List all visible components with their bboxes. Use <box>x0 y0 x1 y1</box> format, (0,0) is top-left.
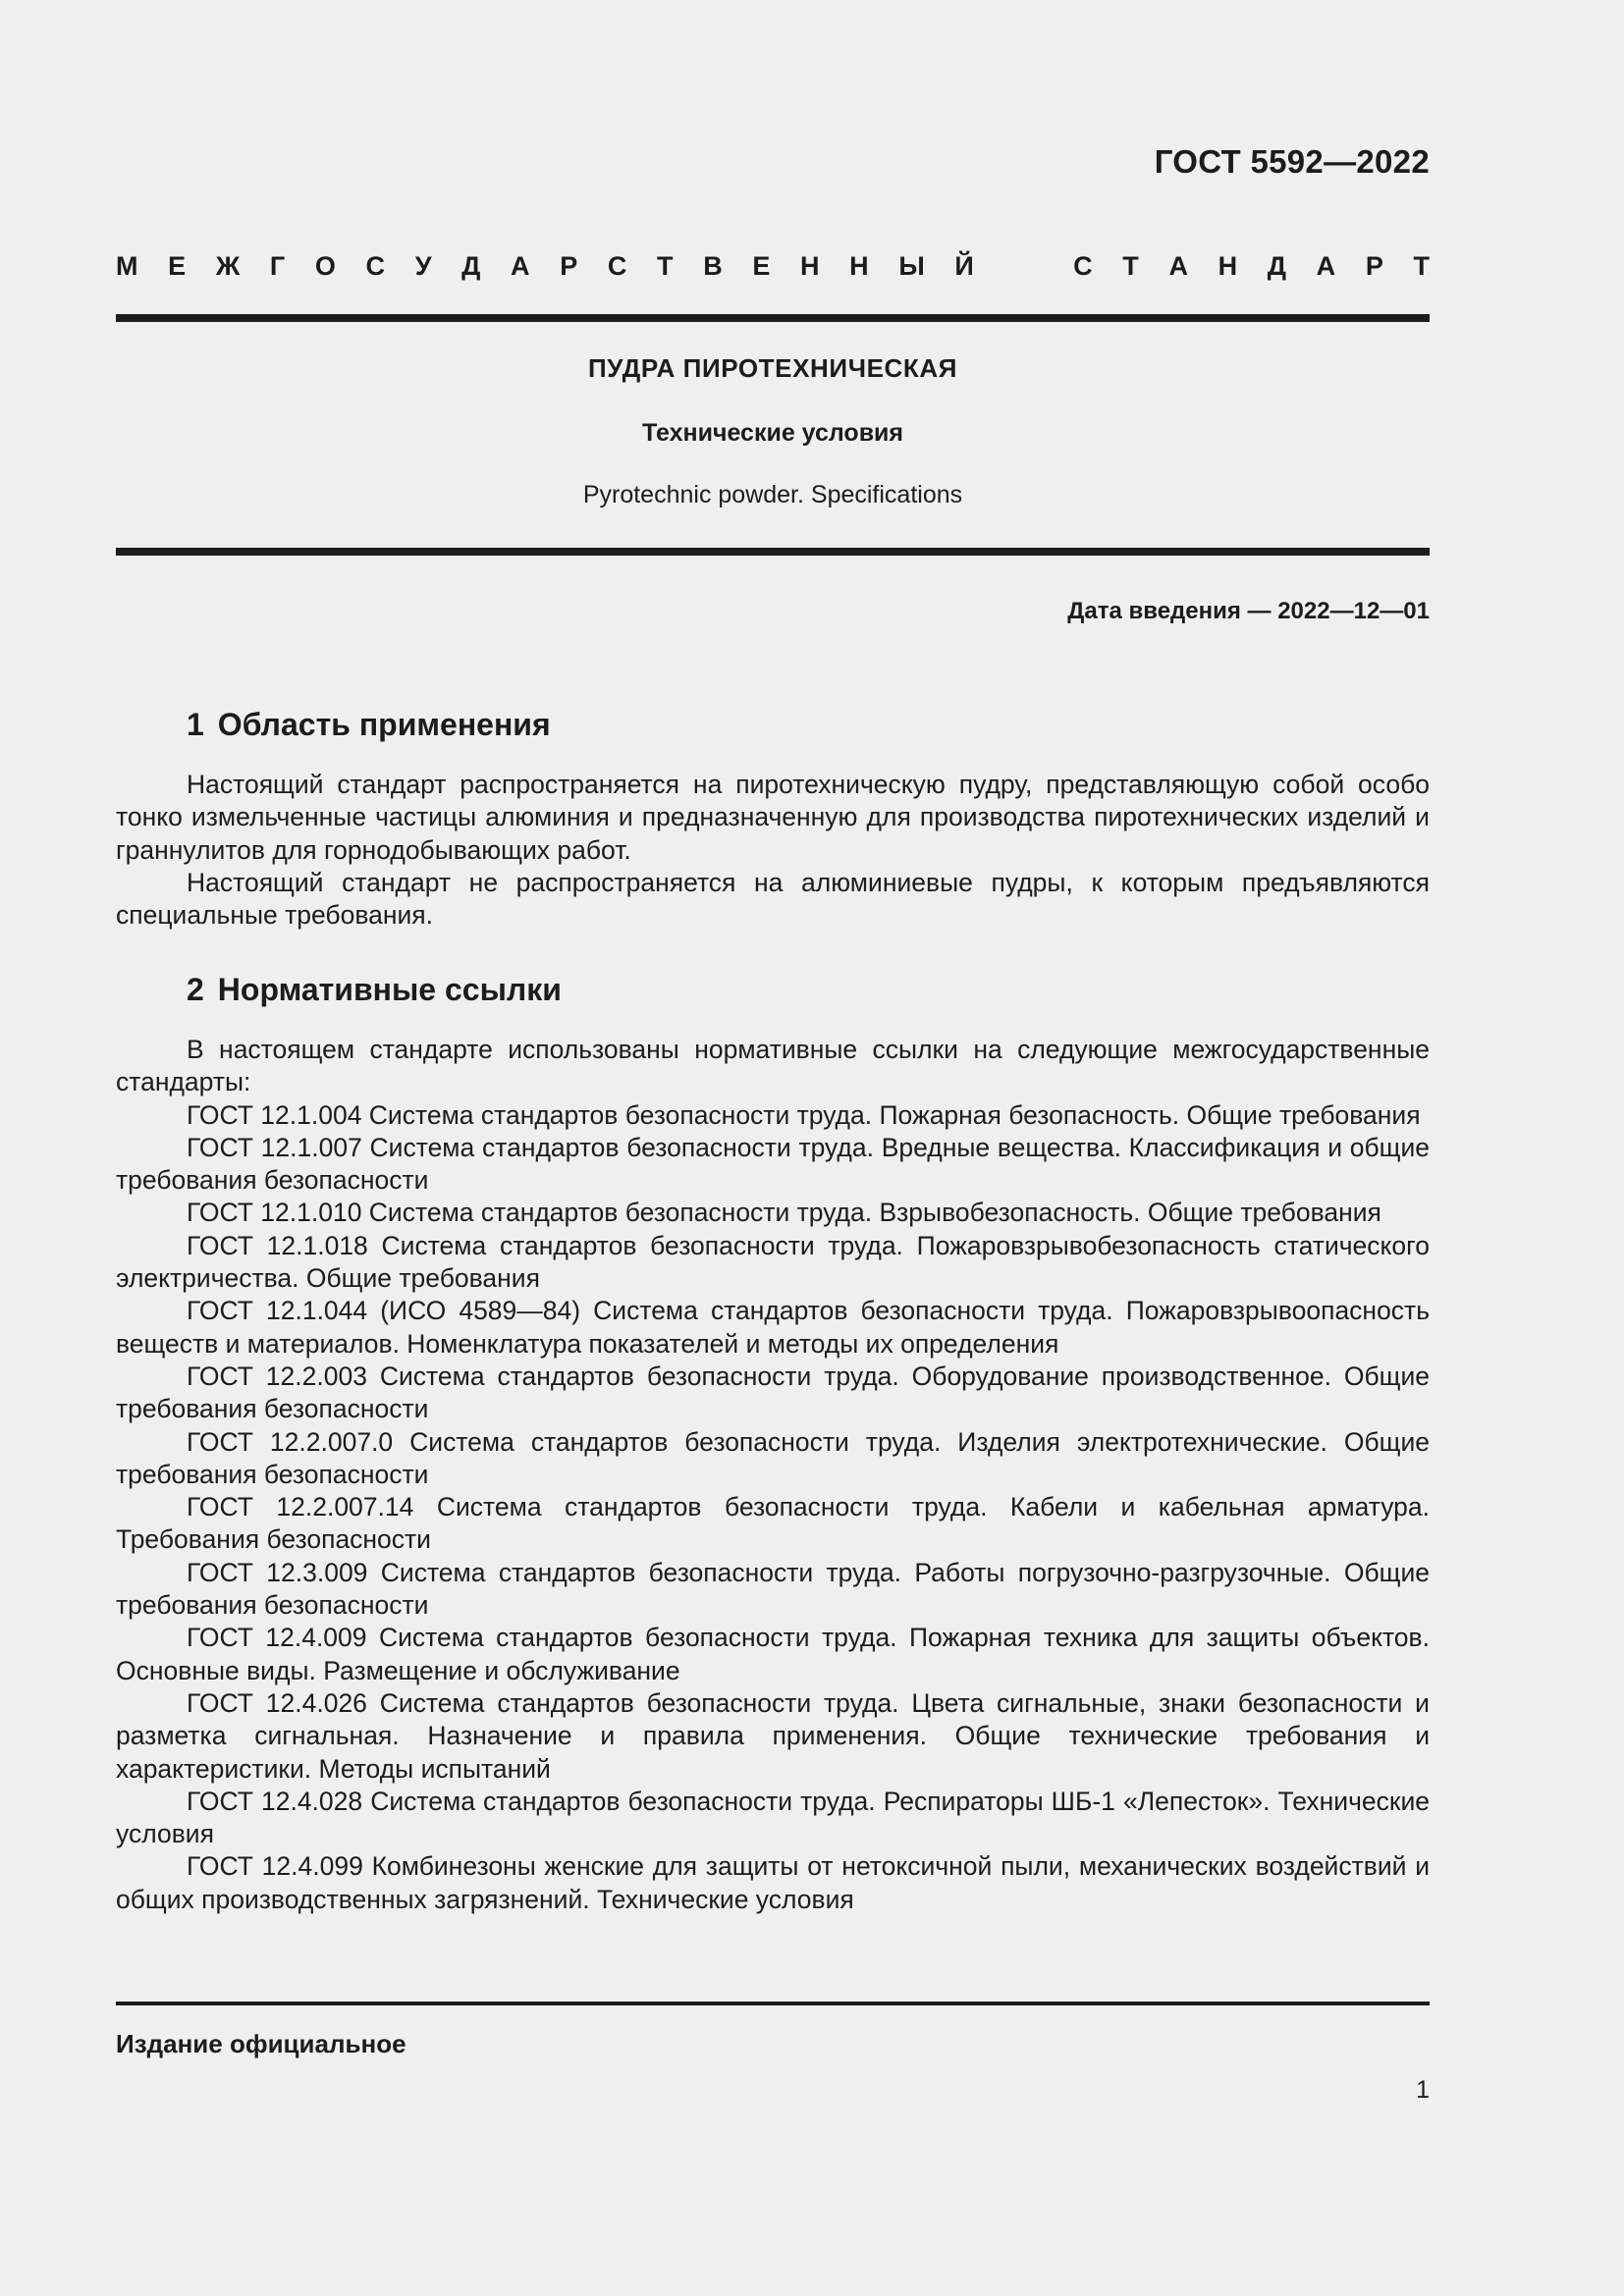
section-number: 1 <box>187 707 204 742</box>
banner-letter: М <box>116 251 138 281</box>
reference-item: ГОСТ 12.1.018 Система стандартов безопасности труда. Пожаровзрывобезопасность статического электричества. Общие требования <box>116 1230 1430 1294</box>
banner-letter: Ж <box>215 251 241 281</box>
banner-letter: С <box>607 251 627 281</box>
banner-letter: А <box>511 251 530 281</box>
reference-item: ГОСТ 12.4.026 Система стандартов безопасности труда. Цвета сигнальные, знаки безопасности и разметка сигнальная. Назначение и правила применения. Общие технические требования и характеристики. Методы испытаний <box>116 1687 1430 1784</box>
document-subtitle: Технические условия <box>641 419 904 447</box>
document-page <box>116 0 1430 2296</box>
official-edition-label: Издание официальное <box>116 2029 406 2058</box>
reference-item: ГОСТ 12.2.007.14 Система стандартов безопасности труда. Кабели и кабельная арматура. Требования безопасности <box>116 1492 1430 1555</box>
banner-letter: Д <box>461 251 481 281</box>
paragraph: В настоящем стандарте использованы нормативные ссылки на следующие межгосударственные стандарты: <box>116 1035 1430 1097</box>
section-title: Нормативные ссылки <box>217 972 562 1007</box>
footer-divider <box>116 2002 1430 2005</box>
page-number: 1 <box>1416 2076 1430 2104</box>
section-body <box>116 769 1430 932</box>
standard-banner <box>116 249 1430 283</box>
reference-item: ГОСТ 12.2.007.0 Система стандартов безопасности труда. Изделия электротехнические. Общие требования безопасности <box>116 1426 1430 1489</box>
banner-letter: Н <box>849 251 869 281</box>
reference-item: ГОСТ 12.4.009 Система стандартов безопасности труда. Пожарная техника для защиты объектов. Основные виды. Размещение и обслуживание <box>116 1623 1430 1685</box>
section-heading <box>187 707 551 743</box>
banner-letter: Д <box>1267 251 1287 281</box>
banner-letter: Н <box>1218 251 1238 281</box>
paragraph: Настоящий стандарт не распространяется на алюминиевые пудры, к которым предъявляются специальные требования. <box>116 867 1430 931</box>
banner-letter: А <box>1168 251 1188 281</box>
reference-item: ГОСТ 12.1.044 (ИСО 4589—84) Система стандартов безопасности труда. Пожаровзрывоопасность веществ и материалов. Номенклатура показателей и методы их определения <box>116 1296 1430 1359</box>
reference-item: ГОСТ 12.1.004 Система стандартов безопасности труда. Пожарная безопасность. Общие требования <box>187 1099 1421 1130</box>
banner-letter: Й <box>954 251 974 281</box>
reference-item: ГОСТ 12.1.007 Система стандартов безопасности труда. Вредные вещества. Классификация и общие требования безопасности <box>116 1132 1430 1196</box>
document-title-english: Pyrotechnic powder. Specifications <box>582 481 963 508</box>
banner-word-gap <box>1003 249 1043 283</box>
banner-letter: Р <box>1365 251 1383 281</box>
banner-letter: А <box>1316 251 1336 281</box>
section-heading <box>187 972 562 1008</box>
banner-letter: Г <box>269 251 286 281</box>
banner-letter: У <box>414 251 432 281</box>
title-divider <box>116 548 1430 556</box>
section-number: 2 <box>187 972 204 1007</box>
reference-item: ГОСТ 12.3.009 Система стандартов безопасности труда. Работы погрузочно-разгрузочные. Общие требования безопасности <box>116 1557 1430 1621</box>
banner-letter: Т <box>1413 251 1430 281</box>
reference-item: ГОСТ 12.4.028 Система стандартов безопасности труда. Респираторы ШБ-1 «Лепесток». Технические условия <box>116 1786 1430 1849</box>
document-title: ПУДРА ПИРОТЕХНИЧЕСКАЯ <box>587 353 958 383</box>
banner-letter: О <box>314 251 336 281</box>
introduction-date: Дата введения — 2022—12—01 <box>1067 598 1430 624</box>
paragraph: Настоящий стандарт распространяется на пиротехническую пудру, представляющую собой особо тонко измельченные частицы алюминия и предназначенную для производства пиротехнических изделий и граннулитов для горнодобывающих работ. <box>116 770 1430 865</box>
reference-item: ГОСТ 12.1.010 Система стандартов безопасности труда. Взрывобезопасность. Общие требования <box>187 1198 1381 1228</box>
section-title: Область применения <box>217 707 551 742</box>
gost-code: ГОСТ 5592—2022 <box>1154 143 1430 180</box>
banner-letter: С <box>365 251 386 281</box>
reference-item: ГОСТ 12.2.003 Система стандартов безопасности труда. Оборудование производственное. Общие требования безопасности <box>116 1361 1430 1424</box>
banner-letter: Т <box>1122 251 1139 281</box>
banner-letter: Ы <box>898 251 925 281</box>
banner-letter: Т <box>657 251 674 281</box>
banner-letter: Н <box>800 251 820 281</box>
banner-letter: Е <box>752 251 771 281</box>
header-divider <box>116 314 1430 322</box>
banner-letter: В <box>703 251 723 281</box>
section-body <box>116 1034 1430 1916</box>
banner-letter: Р <box>560 251 578 281</box>
banner-letter: С <box>1073 251 1093 281</box>
banner-letter: Е <box>168 251 187 281</box>
reference-item: ГОСТ 12.4.099 Комбинезоны женские для защиты от нетоксичной пыли, механических воздействий и общих производственных загрязнений. Технические условия <box>116 1851 1430 1914</box>
